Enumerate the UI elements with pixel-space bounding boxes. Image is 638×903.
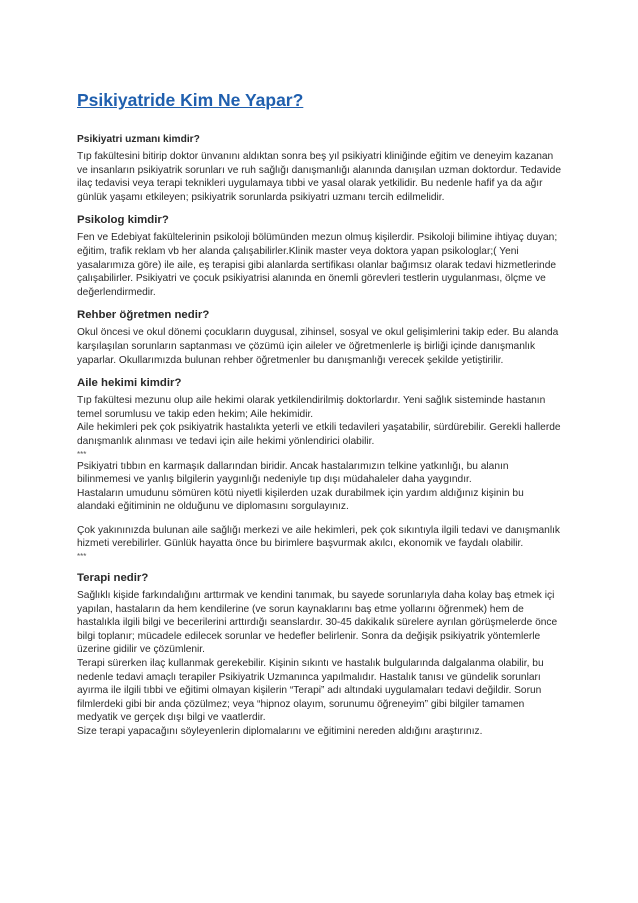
section-heading-aile-hekimi: Aile hekimi kimdir? — [77, 377, 182, 390]
paragraph-hastalar-uyari: Hastaların umudunu sömüren kötü niyetli kişilerden uzak durabilmek için yardım aldığınız kişinin bu alandaki eğitiminin ne olduğunu ve diplomasını sorgulayınız. — [77, 487, 524, 513]
paragraph-psikiyatri-uzmani: Tıp fakültesini bitirip doktor ünvanını aldıktan sonra beş yıl psikiyatri kliniğinde eğitim ve deneyim kazanan ve insanların psikiyatrik sorunları ve ruh sağlığı danışmanlığı alanında danışılan uzman doktordur. Tedavide ilaç tedavisi veya terapi teknikleri uygulamaya tıbbi ve yasal olarak yetkilidir. Bu nedenle hafif ya da ağır günlük yaşamı etkileyen; psikiyatrik sorunlarda psikiyatri uzmanı tercih edilmelidir. — [77, 151, 561, 203]
document-title: Psikiyatride Kim Ne Yapar? — [77, 90, 304, 110]
section-heading-rehber-ogretmen: Rehber öğretmen nedir? — [77, 309, 210, 322]
paragraph-psikiyatri-dal: Psikiyatri tıbbın en karmaşık dallarından biridir. Ancak hastalarımızın telkine yatkınlığı, bu alanın bilinmemesi ve yanlış bilgilerin yaygınlığı nedeniyle tıp dışı müdahaleler daha yaygındır. — [77, 460, 509, 486]
document-content — [77, 131, 563, 739]
section-heading-terapi: Terapi nedir? — [77, 572, 149, 585]
paragraph-aile-hekimi-1: Tıp fakültesi mezunu olup aile hekimi olarak yetkilendirilmiş doktorlardır. Yeni sağlık sisteminde hastanın temel sorumlusu ve takip eden hekim; Aile hekimidir. — [77, 395, 546, 420]
separator-stars: *** — [77, 552, 87, 562]
paragraph-terapi-2: Terapi sürerken ilaç kullanmak gerekebilir. Kişinin sıkıntı ve hastalık bulgularında dalgalanma olabilir, bu nedenle tedavi amaçlı terapiler Psikiyatrik Uzmanınca yapılmalıdır. Hastalık tanısı ve gündelik sorunları ayırma ile ilgili tıbbi ve eğitimi olmayan kişilerin “Terapi” adı altındaki uygulamaları tedavi değildir. Sorun filmlerdeki gibi bir anda çözülmez; veya “hipnoz olayım, sorunumu öğreneyim” gibi bilgiler tamamen medyatik ve gerçek dışı bilgi ve vaatlerdir. — [77, 658, 544, 724]
paragraph-psikolog: Fen ve Edebiyat fakültelerinin psikoloji bölümünden mezun olmuş kişilerdir. Psikoloji bilimine ihtiyaç duyan; eğitim, trafik reklam vb her alanda çalışabilirler.Klinik master veya doktora yapan psikologlar;( Yeni yasalarımıza göre) ile aile, eş terapisi gibi alanlarda sertifikası olanlar bağımsız olarak tedavi hizmetlerinde çalışabilirler. Psikiyatri ve çocuk psikiyatrisi alanında en önemli görevleri testlerin uygulanması, ölçme ve değerlendirmedir. — [77, 232, 558, 298]
paragraph-rehber-ogretmen: Okul öncesi ve okul dönemi çocukların duygusal, zihinsel, sosyal ve okul gelişimlerini takip eder. Bu alanda karşılaşılan sorunların saptanması ve çözümü için aileler ve öğretmenlerle iş birliği içinde danışmanlık yaparlar. Okullarımızda bulunan rehber öğretmenler bu danışmanlığı verecek şekilde yetiştirilir. — [77, 327, 559, 366]
paragraph-terapi-3: Size terapi yapacağını söyleyenlerin diplomalarını ve eğitimini nereden aldığını araştırınız. — [77, 726, 483, 737]
paragraph-terapi-1: Sağlıklı kişide farkındalığını arttırmak ve kendini tanımak, bu sayede sorunlarıyla daha kolay baş etmek içi yapılan, hastaların da hem kendilerine (ve sorun kaynaklarını baş etme yollarını öğrenmek) hem de hastalıkla ilgili bilgi ve becerilerini arttırdığı seanslardır. 30-45 dakikalık sürelere ayrılan görüşmelerde önce bilgi toplanır; mücadele edilecek sorunlar ve hedefler belirlenir. Sonra da değişik psikiyatrik yöntemlerle üzerine gidilir ve çözümlenir. — [77, 590, 558, 656]
paragraph-aile-hekimi-2: Aile hekimleri pek çok psikiyatrik hastalıkta yeterli ve etkili tedavileri yaşatabilir, sürdürebilir. Gerekli hallerde danışmanlık alınması ve tedavi için aile hekimi yönlendirici olabilir. — [77, 422, 561, 447]
paragraph-aile-sagligi: Çok yakınınızda bulunan aile sağlığı merkezi ve aile hekimleri, pek çok sıkıntıyla ilgili tedavi ve danışmanlık hizmeti verebilirler. Günlük hayatta önce bu birimlere başvurmak akılcı, ekonomik ve faydalı olabilir. — [77, 524, 561, 550]
section-heading-psikolog: Psikolog kimdir? — [77, 214, 169, 227]
separator-stars: *** — [77, 449, 87, 459]
section-heading-psikiyatri-uzmani: Psikiyatri uzmanı kimdir? — [77, 134, 200, 145]
